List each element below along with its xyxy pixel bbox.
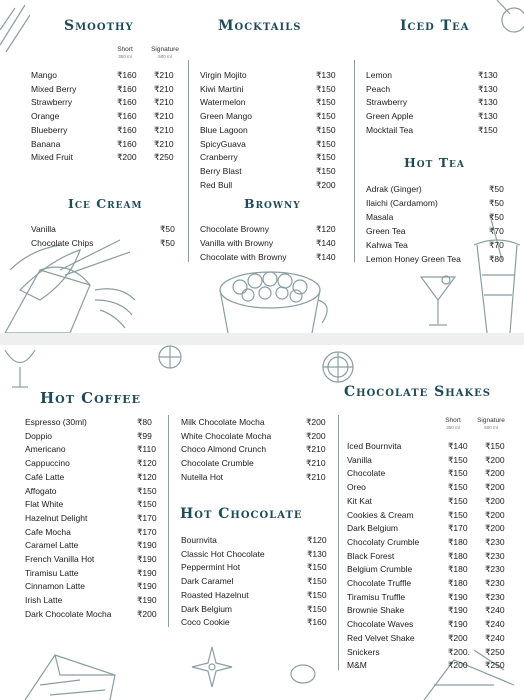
item-name: Belgium Crumble [347,564,413,575]
item-name: Black Forest [347,550,395,561]
item-name: Cinnamon Latte [25,581,86,592]
bottle-sketch-icon [0,0,30,55]
short-price: ₹150 [448,454,468,465]
item-price: ₹150 [137,485,157,496]
item-price: ₹50 [160,224,175,234]
item-name: Coco Cookie [181,617,230,628]
item-price: ₹150 [137,499,157,510]
short-price: ₹140 [448,441,468,451]
item-name: Masala [366,211,394,222]
menu-row [0,605,524,618]
item-name: Strawberry [366,97,408,108]
item-price: ₹99 [137,430,152,441]
menu-row [0,548,524,564]
item-name: Café Latte [25,471,65,482]
top-menu-panel [0,0,524,333]
item-price: ₹150 [316,138,336,149]
item-price: ₹200 [316,179,336,190]
item-name: Irish Latte [25,595,63,606]
citrus-slice-sketch-icon [318,347,358,387]
short-price: ₹160 [117,138,137,149]
size-volume: 350 ml [118,54,132,59]
hot-chocolate-heading: Hot Chocolate [180,506,303,522]
item-name: Blue Lagoon [200,124,248,135]
menu-row [0,564,524,577]
item-name: Ilaichi (Cardamom) [366,197,438,208]
item-name: Mixed Fruit [31,152,74,163]
signature-price: ₹200 [485,523,505,534]
menu-row [0,523,524,536]
signature-price: ₹200 [485,482,505,493]
item-name: Oreo [347,482,366,493]
item-name: Bournvita [181,535,217,545]
signature-price: ₹200 [485,468,505,479]
item-price: ₹50 [160,237,175,248]
short-price: ₹180 [448,578,468,588]
item-name: Lemon [366,70,392,80]
short-price: ₹180 [448,550,468,561]
short-price: ₹160 [117,97,137,108]
item-name: Berry Blast [200,165,242,176]
item-price: ₹200 [306,430,326,441]
item-price: ₹200 [137,608,157,619]
item-name: Flat White [25,499,64,510]
item-price: ₹150 [307,576,327,587]
menu-row [0,237,524,253]
menu-row [0,633,524,646]
item-price: ₹50 [489,197,504,208]
item-price: ₹70 [489,225,504,236]
item-name: Cappuccino [25,458,70,469]
menu-row [0,125,524,138]
short-price: ₹170 [448,523,468,534]
short-price: ₹180 [448,536,468,547]
item-name: Cafe Mocha [25,526,71,537]
iced-tea-heading: Iced Tea [400,18,470,34]
item-name: Kit Kat [347,495,373,506]
menu-row [0,84,524,97]
menu-row [0,70,524,83]
item-price: ₹130 [307,548,327,559]
short-price: ₹200 [448,632,468,643]
menu-row [0,510,524,523]
item-name: Red Velvet Shake [347,632,415,643]
menu-row [0,537,524,550]
item-name: Choco Almond Crunch [181,444,267,455]
item-name: Banana [31,138,61,149]
item-name: Vanilla with Browny [200,237,274,248]
item-price: ₹150 [307,589,327,600]
signature-price: ₹210 [154,111,174,122]
item-price: ₹150 [316,97,336,108]
signature-price: ₹210 [154,124,174,135]
item-price: ₹170 [137,526,157,537]
signature-price: ₹210 [154,138,174,149]
chocolate-shakes-heading: Chocolate Shakes [344,384,492,400]
item-name: Tiramisu Latte [25,567,79,578]
item-name: Adrak (Ginger) [366,184,422,194]
item-name: Peach [366,83,391,94]
signature-price: ₹250 [485,646,505,657]
menu-row [0,496,524,509]
menu-row [0,482,524,495]
item-name: Blueberry [31,124,68,135]
signature-price: ₹210 [154,97,174,108]
mocktails-heading: Mocktails [218,18,302,34]
item-name: Vanilla [347,454,372,465]
item-name: Nutella Hot [181,471,224,482]
item-price: ₹120 [137,458,157,469]
item-name: Orange [31,111,60,122]
cup-sketch-icon [210,265,335,333]
signature-price: ₹230 [485,591,505,602]
item-price: ₹120 [137,471,157,482]
item-name: Doppio [25,430,52,441]
item-price: ₹140 [316,237,336,248]
item-price: ₹210 [306,471,326,482]
signature-price: ₹230 [485,564,505,575]
short-price: ₹150 [448,509,468,520]
size-label: Signature [477,417,505,424]
item-price: ₹190 [137,595,157,606]
size-label: Signature [151,46,179,53]
short-price: ₹190 [448,605,468,616]
item-name: Tiramisu Truffle [347,591,406,602]
item-name: Chocolate [347,468,386,479]
item-name: Kahwa Tea [366,239,408,250]
smoothy-short-header [110,46,140,60]
size-volume: 350 ml [446,425,460,430]
menu-row [0,251,524,267]
item-name: Chocolate Truffle [347,578,412,588]
menu-row [0,139,524,152]
short-price: ₹190 [448,591,468,602]
item-price: ₹150 [316,165,336,176]
item-price: ₹120 [307,535,327,545]
menu-row [0,417,524,430]
short-price: ₹200 [448,660,468,671]
item-name: Caramel Latte [25,540,79,551]
item-price: ₹70 [489,239,504,250]
item-price: ₹50 [489,211,504,222]
hot-coffee-heading: Hot Coffee [40,389,142,407]
signature-price: ₹230 [485,550,505,561]
item-price: ₹150 [316,152,336,163]
menu-row [0,97,524,110]
item-price: ₹190 [137,540,157,551]
signature-price: ₹210 [154,70,174,80]
menu-row [0,441,524,454]
menu-row [0,198,524,211]
smoothy-heading: Smoothy [64,18,134,34]
item-name: Dark Belgium [347,523,399,534]
menu-row [0,578,524,591]
size-label: Short [445,417,461,424]
item-price: ₹200 [306,417,326,427]
ice-cream-heading: Ice Cream [68,196,143,211]
hot-tea-heading: Hot Tea [404,155,465,170]
item-price: ₹140 [316,251,336,262]
item-name: SpicyGuava [200,138,246,149]
item-name: Chocolate Waves [347,619,414,630]
item-price: ₹130 [478,83,498,94]
pineapple-sketch-icon [492,0,524,40]
bottom-menu-panel [0,345,524,700]
item-price: ₹160 [307,617,327,628]
item-name: Milk Chocolate Mocha [181,417,265,427]
menu-row [0,226,524,239]
item-name: Mango [31,70,57,80]
signature-price: ₹150 [485,441,505,451]
item-name: Dark Belgium [181,603,233,614]
short-price: ₹150 [448,482,468,493]
short-price: ₹200. [448,646,470,657]
item-name: Cookies & Cream [347,509,414,520]
item-price: ₹80 [489,253,504,264]
size-label: Short [117,46,133,53]
short-price: ₹150 [448,495,468,506]
item-name: Peppermint Hot [181,562,241,573]
signature-price: ₹240 [485,619,505,630]
menu-row [0,212,524,225]
item-price: ₹210 [306,458,326,469]
item-price: ₹190 [137,554,157,564]
citrus-slice-sketch-icon [150,345,190,375]
signature-price: ₹240 [485,605,505,616]
item-price: ₹150 [316,111,336,122]
item-price: ₹120 [316,224,336,234]
item-name: Green Mango [200,111,252,122]
size-volume: 500 ml [158,54,172,59]
item-price: ₹130 [316,70,336,80]
menu-row [0,619,524,632]
item-name: Chocolate with Browny [200,251,287,262]
item-name: Red Bull [200,179,233,190]
browny-heading: Browny [244,196,301,211]
menu-row [0,455,524,468]
short-price: ₹160 [117,111,137,122]
item-price: ₹190 [137,567,157,578]
item-name: Cranberry [200,152,238,163]
panel-gap [0,333,524,345]
item-name: Hazelnut Delight [25,512,88,523]
item-name: Dark Chocolate Mocha [25,608,112,619]
item-name: Americano [25,444,66,455]
item-name: Affogato [25,485,57,496]
short-price: ₹150 [448,468,468,479]
item-name: Vanilla [31,224,56,234]
item-price: ₹190 [137,581,157,592]
item-name: Chocolaty Crumble [347,536,420,547]
item-name: Chocolate Chips [31,237,94,248]
item-name: Iced Bournvita [347,441,402,451]
signature-price: ₹210 [154,83,174,94]
signature-price: ₹250 [485,660,505,671]
item-name: Snickers [347,646,380,657]
item-price: ₹130 [478,111,498,122]
item-name: Classic Hot Chocolate [181,548,265,559]
item-price: ₹80 [137,417,152,427]
menu-row [0,468,524,481]
item-name: Lemon Honey Green Tea [366,253,461,264]
size-volume: 500 ml [484,425,498,430]
smoothy-signature-header [144,46,186,60]
item-name: Chocolate Browny [200,224,269,234]
short-price: ₹200 [117,152,137,163]
signature-price: ₹230 [485,536,505,547]
glass-sketch-icon [0,345,50,390]
item-name: M&M [347,660,367,671]
short-price: ₹160 [117,124,137,135]
item-price: ₹150 [316,83,336,94]
signature-price: ₹250 [154,152,174,163]
short-price: ₹190 [448,619,468,630]
short-price: ₹160 [117,83,137,94]
item-name: Brownie Shake [347,605,405,616]
item-price: ₹130 [478,70,498,80]
item-price: ₹130 [478,97,498,108]
item-name: Chocolate Crumble [181,458,254,469]
menu-row [0,184,524,197]
item-price: ₹110 [137,444,156,455]
signature-price: ₹200 [485,454,505,465]
signature-price: ₹200 [485,495,505,506]
item-price: ₹50 [489,184,504,194]
item-name: Mixed Berry [31,83,77,94]
short-price: ₹180 [448,564,468,575]
item-price: ₹150 [316,124,336,135]
item-price: ₹170 [137,512,157,523]
item-price: ₹150 [478,124,498,135]
item-name: Roasted Hazelnut [181,589,249,600]
item-price: ₹150 [307,603,327,614]
item-name: Virgin Mojito [200,70,247,80]
menu-row [0,660,524,673]
martini-glass-sketch-icon [418,272,458,330]
menu-row [0,647,524,660]
item-name: Mocktail Tea [366,124,414,135]
short-price: ₹160 [117,70,137,80]
item-price: ₹150 [307,562,327,573]
item-name: Green Tea [366,225,406,236]
item-name: Dark Caramel [181,576,234,587]
signature-price: ₹230 [485,578,505,588]
item-price: ₹210 [306,444,326,455]
signature-price: ₹240 [485,632,505,643]
menu-row [0,111,524,124]
item-name: Green Apple [366,111,414,122]
item-name: Watermelon [200,97,246,108]
signature-price: ₹200 [485,509,505,520]
item-name: Kiwi Martini [200,83,244,94]
item-name: White Chocolate Mocha [181,430,272,441]
menu-row [0,589,524,605]
item-name: Strawberry [31,97,73,108]
item-name: French Vanilla Hot [25,554,95,564]
item-name: Espresso (30ml) [25,417,87,427]
